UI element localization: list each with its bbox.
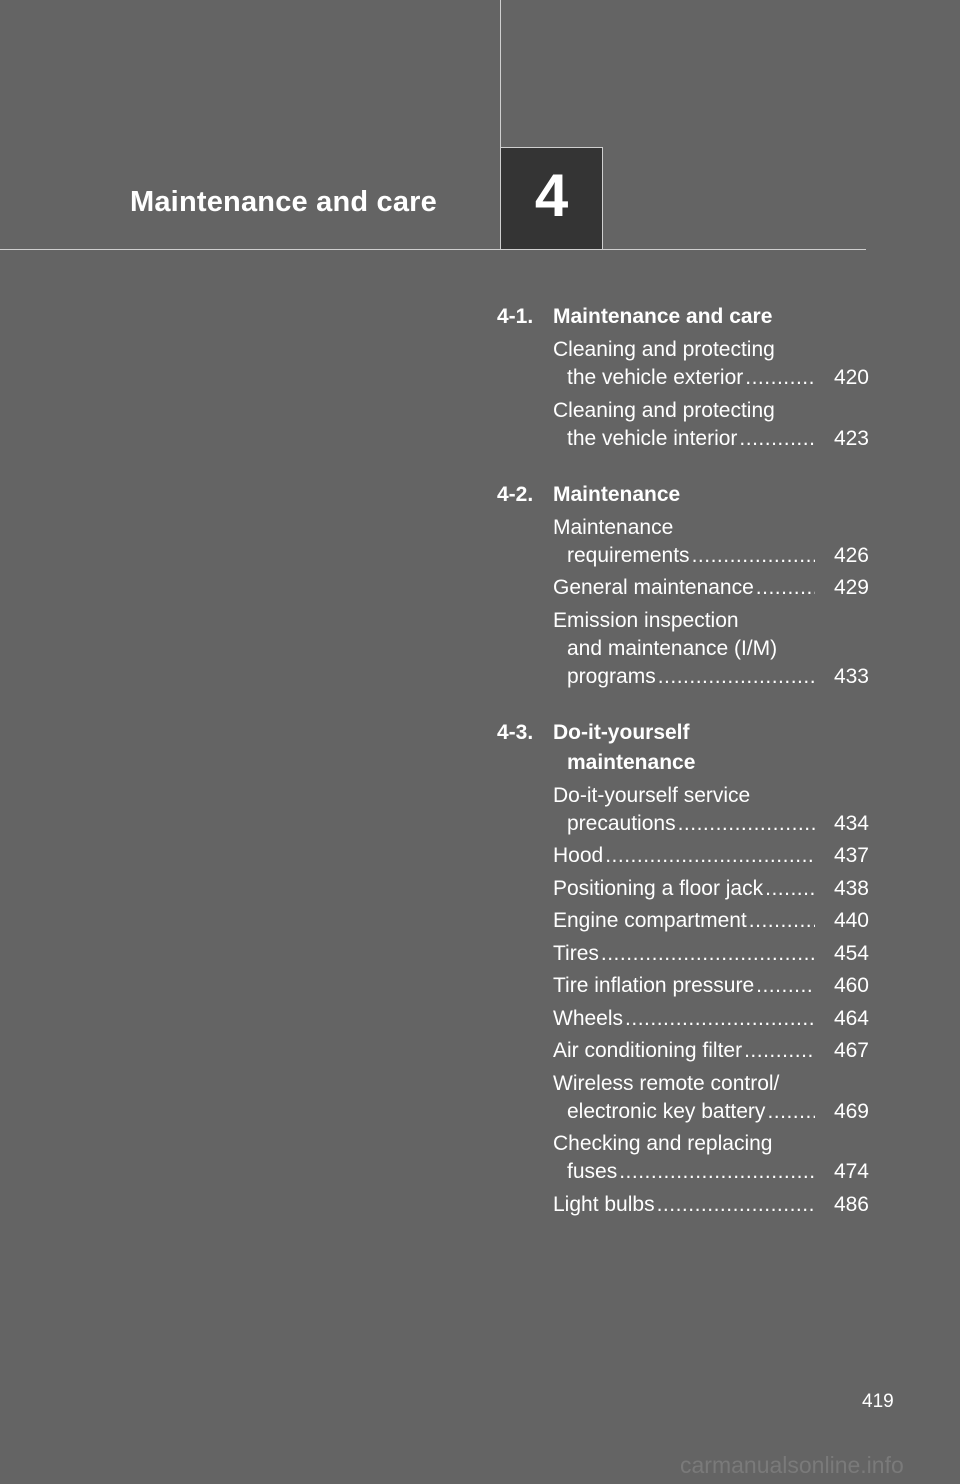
entry-page-number: 434 (833, 811, 869, 835)
dot-leader (625, 1005, 815, 1033)
entry-text-line: Cleaning and protecting (553, 338, 775, 361)
section-number: 4-3. (497, 720, 534, 744)
entry-text-line: requirements (567, 543, 690, 567)
entry-page-number: 423 (833, 426, 869, 450)
section-title-line: maintenance (567, 750, 696, 774)
watermark: carmanualsonline.info (680, 1452, 904, 1478)
entry-page-number: 469 (833, 1099, 869, 1123)
entry-text-line: Emission inspection (553, 608, 739, 632)
entry-text-line: Wireless remote control/ (553, 1071, 780, 1095)
section-number: 4-1. (497, 305, 534, 328)
chapter-number-tab (500, 147, 603, 249)
entry-page-number: 420 (833, 366, 869, 389)
entry-page-number: 438 (833, 876, 869, 900)
toc-entry[interactable] (553, 514, 869, 570)
entry-page-number: 464 (833, 1006, 869, 1030)
entry-page-number: 486 (833, 1192, 869, 1216)
header-divider-vertical (500, 0, 501, 148)
dot-leader (605, 842, 815, 870)
section-number: 4-2. (497, 482, 534, 506)
entry-text-line: Cleaning and protecting (553, 398, 775, 422)
dot-leader (739, 425, 815, 453)
section-heading (497, 718, 869, 778)
toc-entry[interactable] (553, 1191, 869, 1219)
entry-text-line: Tire inflation pressure (553, 974, 755, 997)
entry-text-line: Wheels (553, 1006, 624, 1030)
entry-text-line: fuses (567, 1160, 618, 1183)
entry-text-line: General maintenance (553, 576, 754, 599)
dot-leader (658, 663, 815, 691)
toc-entry[interactable] (553, 397, 869, 453)
toc-entry[interactable] (553, 1070, 869, 1126)
entry-page-number: 474 (833, 1160, 869, 1183)
entry-text-line: Air conditioning filter (553, 1039, 743, 1062)
entry-text-line: programs (567, 664, 656, 688)
toc-entry[interactable] (553, 972, 869, 1000)
dot-leader (767, 1098, 815, 1126)
entry-text-line: the vehicle exterior (567, 366, 744, 389)
entry-text-line: the vehicle interior (567, 426, 738, 450)
toc-section (497, 718, 869, 1219)
section-title-line: Maintenance and care (553, 305, 773, 328)
toc-entry[interactable] (553, 574, 869, 602)
entry-text-line: precautions (567, 811, 676, 835)
entry-text-line: Light bulbs (553, 1192, 655, 1216)
dot-leader (692, 542, 815, 570)
dot-leader (765, 875, 815, 903)
toc-entry[interactable] (553, 1037, 869, 1065)
toc-entry[interactable] (553, 842, 869, 870)
toc-entry[interactable] (553, 875, 869, 903)
dot-leader (745, 364, 815, 392)
toc-entry[interactable] (553, 907, 869, 935)
entry-text-line: Positioning a floor jack (553, 876, 764, 900)
entry-text-line: Tires (553, 941, 599, 965)
entry-page-number: 454 (833, 941, 869, 965)
entry-text-line: and maintenance (I/M) (567, 636, 778, 660)
dot-leader (756, 574, 815, 602)
entry-text-line: Do-it-yourself service (553, 783, 751, 807)
entry-text-line: Engine compartment (553, 909, 747, 932)
section-title (553, 480, 869, 510)
toc-entry[interactable] (553, 940, 869, 968)
toc-entry[interactable] (553, 607, 869, 691)
chapter-title: Maintenance and care (130, 186, 437, 218)
entry-page-number: 437 (833, 844, 869, 867)
entry-page-number: 429 (833, 576, 869, 599)
entry-page-number: 426 (833, 543, 869, 567)
section-title (553, 302, 869, 332)
chapter-number: 4 (534, 161, 569, 229)
dot-leader (678, 810, 815, 838)
dot-leader (601, 940, 815, 968)
page-number: 419 (862, 1391, 894, 1412)
section-entries (497, 782, 869, 1219)
section-heading (497, 480, 869, 510)
entry-page-number: 433 (833, 664, 869, 688)
section-title-line: Maintenance (553, 482, 681, 506)
entry-text-line: electronic key battery (567, 1099, 766, 1123)
dot-leader (756, 972, 815, 1000)
dot-leader (749, 907, 815, 935)
toc-entry[interactable] (553, 1130, 869, 1186)
section-entries (497, 336, 869, 453)
section-title-line: Do-it-yourself (553, 720, 690, 744)
toc-entry[interactable] (553, 782, 869, 838)
toc-section (497, 302, 869, 453)
dot-leader (657, 1191, 815, 1219)
entry-page-number: 460 (833, 974, 869, 997)
dot-leader (744, 1037, 815, 1065)
entry-page-number: 440 (833, 909, 869, 932)
toc-section (497, 480, 869, 691)
dot-leader (619, 1158, 815, 1186)
table-of-contents (497, 302, 869, 1246)
header-divider-horizontal (0, 249, 866, 250)
toc-entry[interactable] (553, 1005, 869, 1033)
section-title (553, 718, 869, 778)
entry-text-line: Hood (553, 844, 604, 867)
section-entries (497, 514, 869, 691)
entry-text-line: Checking and replacing (553, 1132, 773, 1155)
toc-entry[interactable] (553, 336, 869, 392)
entry-text-line: Maintenance (553, 515, 674, 539)
section-heading (497, 302, 869, 332)
entry-page-number: 467 (833, 1039, 869, 1062)
